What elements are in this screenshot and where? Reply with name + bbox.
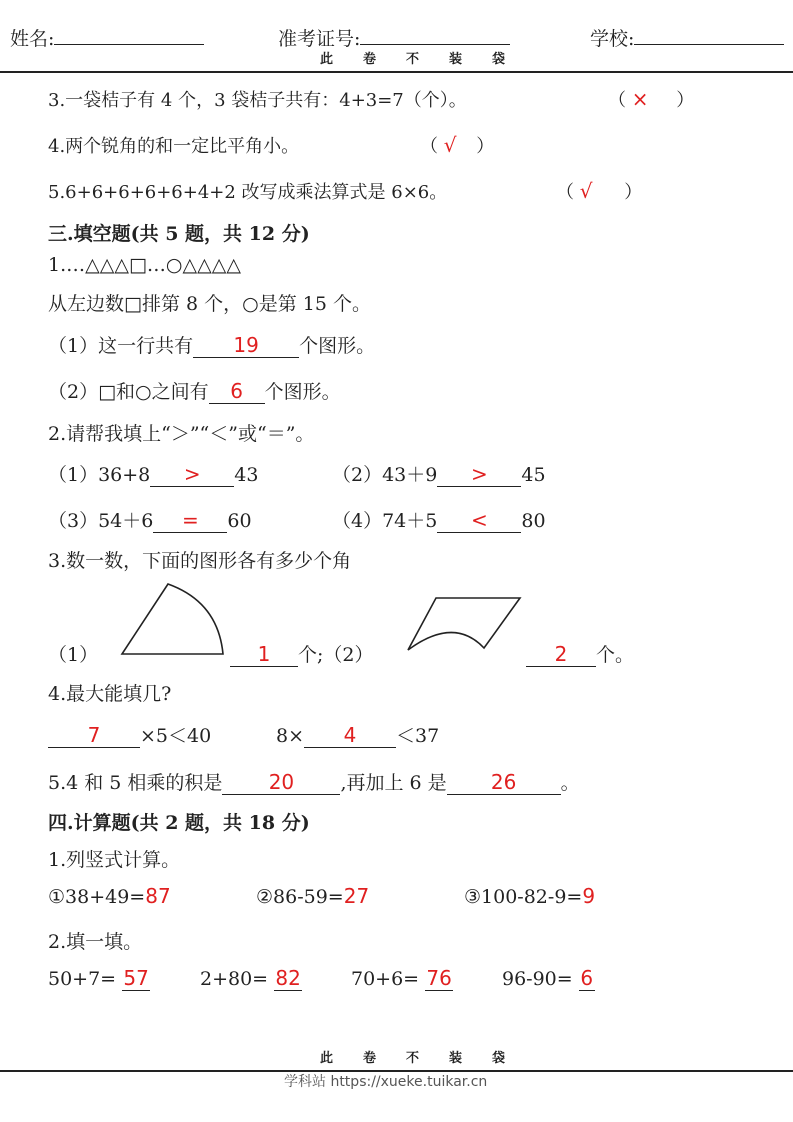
q2-item-1 xyxy=(48,460,258,487)
fill-answer: 6 xyxy=(580,966,594,990)
header-seal-text: 此卷不装袋 xyxy=(320,52,536,67)
header-divider xyxy=(0,71,793,73)
section4-title: 四.计算题(共 2 题，共 18 分) xyxy=(48,812,310,834)
compare-right: 45 xyxy=(521,464,546,486)
fill-item-1 xyxy=(48,967,150,991)
q3-answer-1: 1 xyxy=(257,642,271,666)
sub1-answer: 19 xyxy=(233,333,259,357)
calc-answer: 9 xyxy=(582,884,596,908)
fill-item-2 xyxy=(200,967,302,991)
q4-prefix-2: 8× xyxy=(276,725,305,747)
compare-answer: = xyxy=(181,508,199,532)
compare-left: （2）43＋9 xyxy=(332,464,438,486)
sub2-suffix: 个图形。 xyxy=(264,381,341,403)
bracket-open: （ xyxy=(608,90,626,111)
bracket-close: ） xyxy=(476,136,495,157)
answer-mark: √ xyxy=(443,133,457,157)
footer-seal-text: 此卷不装袋 xyxy=(320,1051,536,1066)
sub1-prefix: （1）这一行共有 xyxy=(48,335,194,357)
calc-answer: 27 xyxy=(343,884,370,908)
school-field xyxy=(590,24,784,51)
curved-quad-shape xyxy=(400,590,530,656)
fill-expr: 70+6= xyxy=(351,968,420,990)
exam-id-blank xyxy=(360,44,510,45)
q2-item-3 xyxy=(48,506,252,533)
q3-mid-text: 个;（2） xyxy=(298,644,374,666)
judge-answer-5 xyxy=(556,178,642,204)
fill-answer: 82 xyxy=(275,966,301,990)
compare-left: （3）54＋6 xyxy=(48,510,154,532)
q5-prefix: 5.4 和 5 相乘的积是 xyxy=(48,772,223,794)
q4-text-2: ＜37 xyxy=(396,725,440,747)
q1-sub1 xyxy=(48,331,375,358)
q2-item-2 xyxy=(332,460,546,487)
section3-title: 三.填空题(共 5 题，共 12 分) xyxy=(48,223,310,245)
fill-expr: 50+7= xyxy=(48,968,117,990)
compare-left: （1）36+8 xyxy=(48,464,151,486)
q4-answer-1: 7 xyxy=(87,723,101,747)
q3-end-text: 个。 xyxy=(596,644,635,666)
judge-item-5 xyxy=(48,178,447,204)
q1-statement: 从左边数□排第 8 个，○是第 15 个。 xyxy=(48,293,371,315)
judge-answer-4 xyxy=(420,132,494,158)
q3-answer-2: 2 xyxy=(554,642,568,666)
q5-mid: ,再加上 6 是 xyxy=(340,772,447,794)
q3-label-1: （1） xyxy=(48,644,99,666)
name-label: 姓名: xyxy=(10,28,55,50)
calc-q2-title: 2.填一填。 xyxy=(48,931,143,953)
fill-answer: 76 xyxy=(426,966,452,990)
fill-item-4 xyxy=(502,967,595,991)
compare-right: 43 xyxy=(234,464,259,486)
q4-line xyxy=(48,721,211,748)
exam-id-label: 准考证号: xyxy=(278,28,361,50)
sector-shape xyxy=(110,578,240,660)
exam-id-field xyxy=(278,24,510,51)
judge-item-text: 3.一袋桔子有 4 个，3 袋桔子共有：4+3=7（个）。 xyxy=(48,90,467,111)
bracket-close: ） xyxy=(624,182,643,203)
school-blank xyxy=(634,44,784,45)
calc-answer: 87 xyxy=(145,884,171,908)
q1-pattern: 1.…△△△□…○△△△△ xyxy=(48,254,241,276)
q3-answers xyxy=(230,640,374,667)
judge-item-text: 5.6+6+6+6+6+4+2 改写成乘法算式是 6×6。 xyxy=(48,182,448,203)
compare-answer: < xyxy=(470,508,488,532)
judge-item-text: 4.两个锐角的和一定比平角小。 xyxy=(48,136,300,157)
judge-answer-3 xyxy=(608,86,694,112)
q5-line xyxy=(48,768,580,795)
name-blank xyxy=(54,44,204,45)
school-label: 学校: xyxy=(590,28,635,50)
fill-answer: 57 xyxy=(123,966,149,990)
fill-item-3 xyxy=(351,967,453,991)
fill-expr: 96-90= xyxy=(502,968,573,990)
judge-item-4 xyxy=(48,132,299,158)
judge-item-3 xyxy=(48,86,467,112)
q3-answer-2-field xyxy=(526,640,634,667)
calc-item-1 xyxy=(48,884,171,908)
answer-mark: √ xyxy=(579,179,593,203)
q5-end: 。 xyxy=(560,772,580,794)
compare-answer: > xyxy=(470,462,488,486)
compare-answer: > xyxy=(183,462,201,486)
calc-expr: ①38+49= xyxy=(48,886,146,908)
q5-answer-2: 26 xyxy=(490,770,517,794)
compare-left: （4）74＋5 xyxy=(332,510,438,532)
calc-item-3 xyxy=(464,884,595,908)
fill-expr: 2+80= xyxy=(200,968,269,990)
q4-answer-2: 4 xyxy=(343,723,357,747)
bracket-close: ） xyxy=(676,90,695,111)
bracket-open: （ xyxy=(556,182,574,203)
sub1-suffix: 个图形。 xyxy=(299,335,376,357)
compare-right: 60 xyxy=(227,510,252,532)
footer-site: 学科站 https://xueke.tuikar.cn xyxy=(284,1074,488,1090)
q1-sub2 xyxy=(48,377,341,404)
calc-item-2 xyxy=(256,884,369,908)
q3-title: 3.数一数，下面的图形各有多少个角 xyxy=(48,550,352,572)
q4-line-2 xyxy=(276,721,439,748)
q4-title: 4.最大能填几? xyxy=(48,683,172,705)
sub2-prefix: （2）□和○之间有 xyxy=(48,381,209,403)
answer-mark: × xyxy=(631,87,649,111)
q2-title: 2.请帮我填上“＞”“＜”或“＝”。 xyxy=(48,423,315,445)
compare-right: 80 xyxy=(521,510,546,532)
calc-q1-title: 1.列竖式计算。 xyxy=(48,849,181,871)
sub2-answer: 6 xyxy=(230,379,243,403)
q2-item-4 xyxy=(332,506,546,533)
bracket-open: （ xyxy=(420,136,438,157)
name-field xyxy=(10,24,204,51)
calc-expr: ③100-82-9= xyxy=(464,886,583,908)
q5-answer-1: 20 xyxy=(268,770,295,794)
q4-text-1: ×5＜40 xyxy=(140,725,212,747)
calc-expr: ②86-59= xyxy=(256,886,344,908)
